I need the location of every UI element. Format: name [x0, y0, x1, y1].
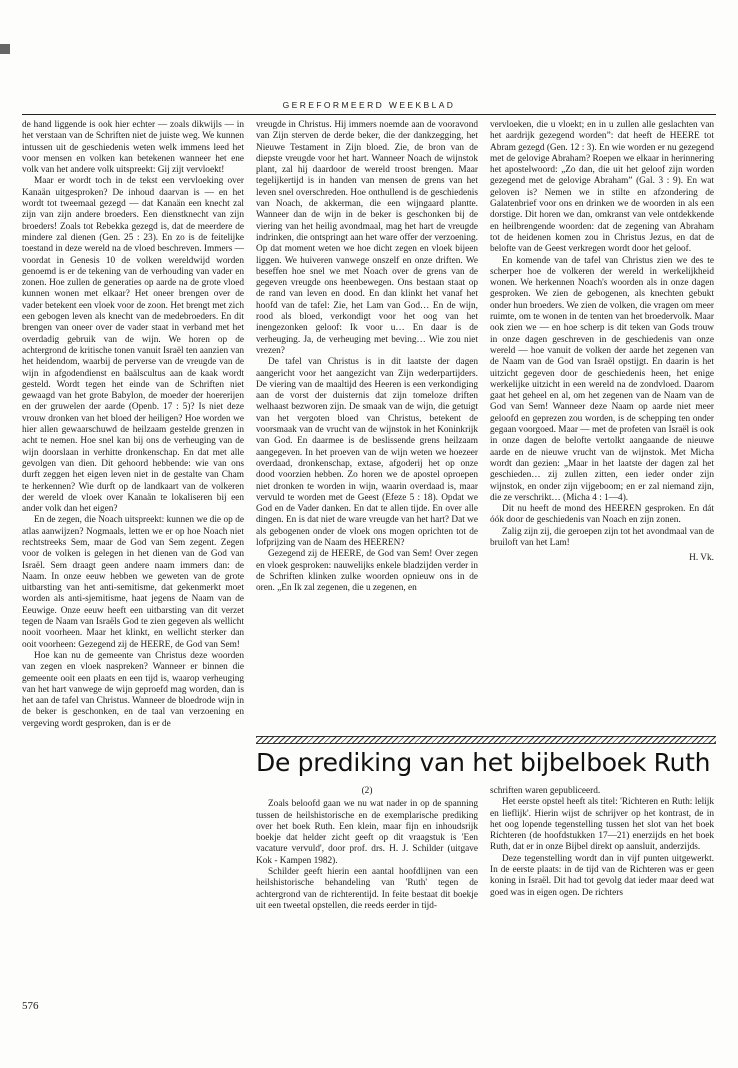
column-1: [22, 120, 244, 985]
article-column-1: [256, 786, 478, 986]
paragraph: De tafel van Christus is in dit laatste der dagen aangericht voor het aangezicht van Zijn wederpartijders. De viering van de maaltijd des Heeren is een verkondiging aan de vorst der duisternis dat zijn tomeloze driften welhaast bezworen zijn. De smaak van de wijn, die getuigt van het vergoten bloed van Christus, betekent de voorsmaak van de vrucht van de wijnstok in het Koninkrijk van God. En daarmee is de beslissende grens heilzaam aangegeven. In het proeven van de wijn weten we hoezeer overdaad, dronkenschap, extase, afgoderij het op onze dood voorzien hebben. Zo horen we de apostel oproepen niet dronken te worden in wijn, waarin overdaad is, maar vervuld te worden met de Geest (Efeze 5 : 18). Opdat we God en de Vader danken. En dat te allen tijde. En over alle dingen. En is dat niet de ware vreugde van het hart? Dat we als gebogenen onder de vloek ons mogen oprichten tot de lofprijzing van de Naam des HEEREN?: [256, 357, 478, 548]
column-2: [256, 120, 478, 734]
paragraph: Hoe kan nu de gemeente van Christus deze woorden van zegen en vloek naspreken? Wanneer er binnen die gemeente ooit een plaats en een tijd is, waarop verheuging van het hart vanwege de wijn geproefd mag worden, dan is het aan de tafel van Christus. Wanneer de bloedrode wijn in de beker is geschonken, en de taal van verzoening en vergeving wordt gesproken, dan is er de: [22, 650, 244, 729]
scan-edge-mark: [0, 44, 10, 54]
author-signature: H. Vk.: [689, 553, 714, 564]
article-part-number: (2): [361, 786, 373, 796]
paragraph: vervloeken, die u vloekt; en in u zullen alle geslachten van het aardrijk gezegend worden”: dat heeft de HEERE tot Abram gezegd (Gen. 12 : 3). En wie worden er nu gezegend met de gelovige Abraham? Roepen we elkaar in herinnering het apostelwoord: „Zo dan, die uit het geloof zijn worden gezegend met de gelovige Abraham” (Gal. 3 : 9). En wat geloven is? Nemen we in stilte en afzondering de Galatenbrief voor ons en drinken we de woorden in als een dorstige. Dit horen we dan, omkranst van vele ontdekkende en heilbrengende woorden: dat de zegening van Abraham tot de heidenen komen zou in Christus Jezus, en dat de belofte van de Geest verkregen wordt door het geloof.: [490, 120, 714, 255]
article-column-2: [490, 786, 714, 986]
page-number: 576: [22, 1000, 39, 1012]
header-rule: [22, 114, 716, 115]
paragraph: En komende van de tafel van Christus zien we des te scherper hoe de volkeren der wereld in werkelijkheid wonen. We herkennen Noach's woorden als in onze dagen gesproken. We zien de gebogenen, als knechten gebukt onder hun broeders. We zien de volken, die vragen om meer ruimte, om te wonen in de tenten van het broedervolk. Maar ook zien we — en hoe scherp is dit teken van Gods trouw in onze dagen geschreven in de geschiedenis van onze wereld — hoe vanuit de volken der aarde het zegenen van de Naam van de God van Israël opstijgt. En daarin is het uitzicht gegeven door de geschiedenis heen, het enige werkelijke uitzicht in een wereld na de zondvloed. Daarom gaat het geheel en al, om het zegenen van de Naam van de God van Sem! Wanneer deze Naam op aarde niet meer geloofd en geprezen zou worden, is de schepping ten onder gegaan voorgoed. Maar — met de profeten van Israël is ook in onze dagen de belofte vertolkt aangaande de nieuwe aarde en de nieuwe vrucht van de wijnstok. Met Micha wordt dan gezien: „Maar in het laatste der dagen zal het geschieden… zij zullen zitten, een ieder onder zijn wijnstok, en onder zijn vijgeboom; en er zal niemand zijn, die ze verschrikt… (Micha 4 : 1—4).: [490, 255, 714, 503]
paragraph: schriften waren gepubliceerd.: [490, 786, 601, 796]
paragraph: Maar er wordt toch in de tekst een vervloeking over Kanaän uitgesproken? De inhoud daarvan is — en het wordt tot tweemaal gezegd — dat Kanaän een knecht zal zijn van zijn andere broeders. Een dienstknecht van zijn broeders! Zoals tot Rebekka gezegd is, dat de meerdere de mindere zal dienen (Gen. 25 : 23). En zo is de feitelijke toestand in deze wereld na de vloed beschreven. Immers — voordat in Genesis 10 de volken wereldwijd worden genoemd is er de tekening van de verhouding van vader en zonen. Hoe zullen de generaties op aarde na de grote vloed kunnen wonen met elkaar? Het oneer brengen over de vader betekent een vloek voor de zoon. Het brengt met zich een gebogen leven als knecht van de medebroeders. En dit brengen van oneer over de vader staat in verband met het overdadig gebruik van de wijn. We horen op de achtergrond de kritische tonen vanuit Israël ten aanzien van het heidendom, waarbij de perverse van de vreugde van de wijn in afgodendienst en baälscultus aan de kaak wordt gesteld. Wordt tegen het einde van de Schriften niet gewaagd van het grote Babylon, de moeder der hoererijen en der gruwelen der aarde (Openb. 17 : 5)? Is niet deze vrouw dronken van het bloed der heiligen? Hoe worden we hier allen gewaarschuwd de heilzaam gestelde grenzen in acht te nemen. Hoe snel kan bij ons de verheuging van de wijn doorslaan in verhitte dronkenschap. En dat met alle gevolgen van dien. Dit gehoord hebbende: wie van ons durft zeggen het eigen leven niet in de gestalte van Cham te herkennen? Wie durft op de landkaart van de volkeren der wereld de vloek over Kanaän te lokaliseren bij een ander volk dan het eigen?: [22, 176, 244, 515]
running-head: GEREFORMEERD WEEKBLAD: [282, 100, 456, 110]
paragraph: vreugde in Christus. Hij immers noemde aan de vooravond van Zijn sterven de derde beker, die der dankzegging, het Nieuwe Testament in Zijn bloed. Zie, de bron van de diepste vreugde voor het hart. Wanneer Noach de wijnstok plant, zal hij daardoor de wereld troost brengen. Maar tegelijkertijd is in handen van mensen de grens van het leven snel overschreden. Hoe onthullend is de geschiedenis van Noach, de akkerman, die een wijngaard plantte. Wanneer dan de wijn in de beker is geschonken bij de viering van het heilig avondmaal, mag het hart de vreugde indrinken, die ontspringt aan het ware offer der verzoening. Op dat moment weten we hoe dicht zegen en vloek bijeen liggen. We huiveren vanwege onszelf en onze driften. We beseffen hoe snel we met Noach over de grens van de gegeven vreugde ons heenbewegen. Ons bestaan staat op de rand van leven en dood. En dan klinkt het vanaf het hoofd van de tafel: Zie, het Lam van God… En de wijn, rood als bloed, verkondigt voor het oog van het inengezonken geloof: Ik voor u… En daar is de verheuging. Ja, de verheuging met beving… Wie zou niet vrezen?: [256, 120, 478, 356]
paragraph: Deze tegenstelling wordt dan in vijf punten uitgewerkt. In de eerste plaats: in de tijd van de Richteren was er geen koning in Israël. Dit had tot gevolg dat ieder maar deed wat goed was in eigen ogen. De richters: [490, 853, 714, 898]
paragraph: Gezegend zij de HEERE, de God van Sem! Over zegen en vloek gesproken: nauwelijks enkele bladzijden verder in de Schriften klinken zulke woorden opnieuw ons in de oren. „En Ik zal zegenen, die u zegenen, en: [256, 549, 478, 594]
decorative-divider: [256, 736, 716, 744]
paragraph: Dit nu heeft de mond des HEEREN gesproken. En dát óók door de geschiedenis van Noach en zijn zonen.: [490, 504, 714, 526]
article-title: De prediking van het bijbelboek Ruth: [256, 748, 711, 777]
paragraph: En de zegen, die Noach uitspreekt: kunnen we die op de atlas aanwijzen? Nogmaals, letten we er op hoe Noach niet rechtstreeks Sem, maar de God van Sem zegent. Zegen voor de volken is gelegen in het dienen van de God van Israël. Sem draagt geen andere naam immers dan: de Naam. In onze eeuw hebben we geweten van de grote uitbarsting van het anti-semitisme, dat gekenmerkt moet worden als anti-sjemitisme, haat jegens de Naam van de Eeuwige. Onze eeuw heeft een uitbarsting van dit verzet tegen de Naam van Israëls God te zien gegeven als wellicht nooit voorheen. Maar het klinkt, en wellicht sterker dan ooit voorheen: Gezegend zij de HEERE, de God van Sem!: [22, 515, 244, 650]
paragraph: Schilder geeft hierin een aantal hoofdlijnen van een heilshistorische behandeling van 'Ruth' tegen de achtergrond van de richterentijd. In feite bestaat dit boekje uit een tweetal opstellen, die reeds eerder in tijd-: [256, 867, 478, 911]
paragraph: Zoals beloofd gaan we nu wat nader in op de spanning tussen de heilshistorische en de exemplarische prediking over het boek Ruth. Een klein, maar fijn en inhoudsrijk boekje dat helder zicht geeft op dit vraagstuk is 'Een vacature vervuld', door prof. drs. H. J. Schilder (uitgave Kok - Kampen 1982).: [256, 799, 478, 866]
column-3: [490, 120, 714, 720]
paragraph: Zalig zijn zij, die geroepen zijn tot het avondmaal van de bruiloft van het Lam!: [490, 526, 714, 548]
paragraph: Het eerste opstel heeft als titel: 'Richteren en Ruth: lelijk en lieflijk'. Hierin wijst de schrijver op het kontrast, de in het oog lopende tegenstelling tussen het slot van het boek Richteren (de hoofdstukken 17—21) enerzijds en het boek Ruth, dat er in onze Bijbel direkt op aansluit, anderzijds.: [490, 797, 714, 853]
paragraph: de hand liggende is ook hier echter — zoals dikwijls — in het verstaan van de Schriften niet de juiste weg. We kunnen intussen uit de geschiedenis weten welk immens leed het voor mensen en volken kan betekenen wanneer het ene volk van het andere volk uitspreekt: Gij zijt vervloekt!: [22, 120, 244, 176]
